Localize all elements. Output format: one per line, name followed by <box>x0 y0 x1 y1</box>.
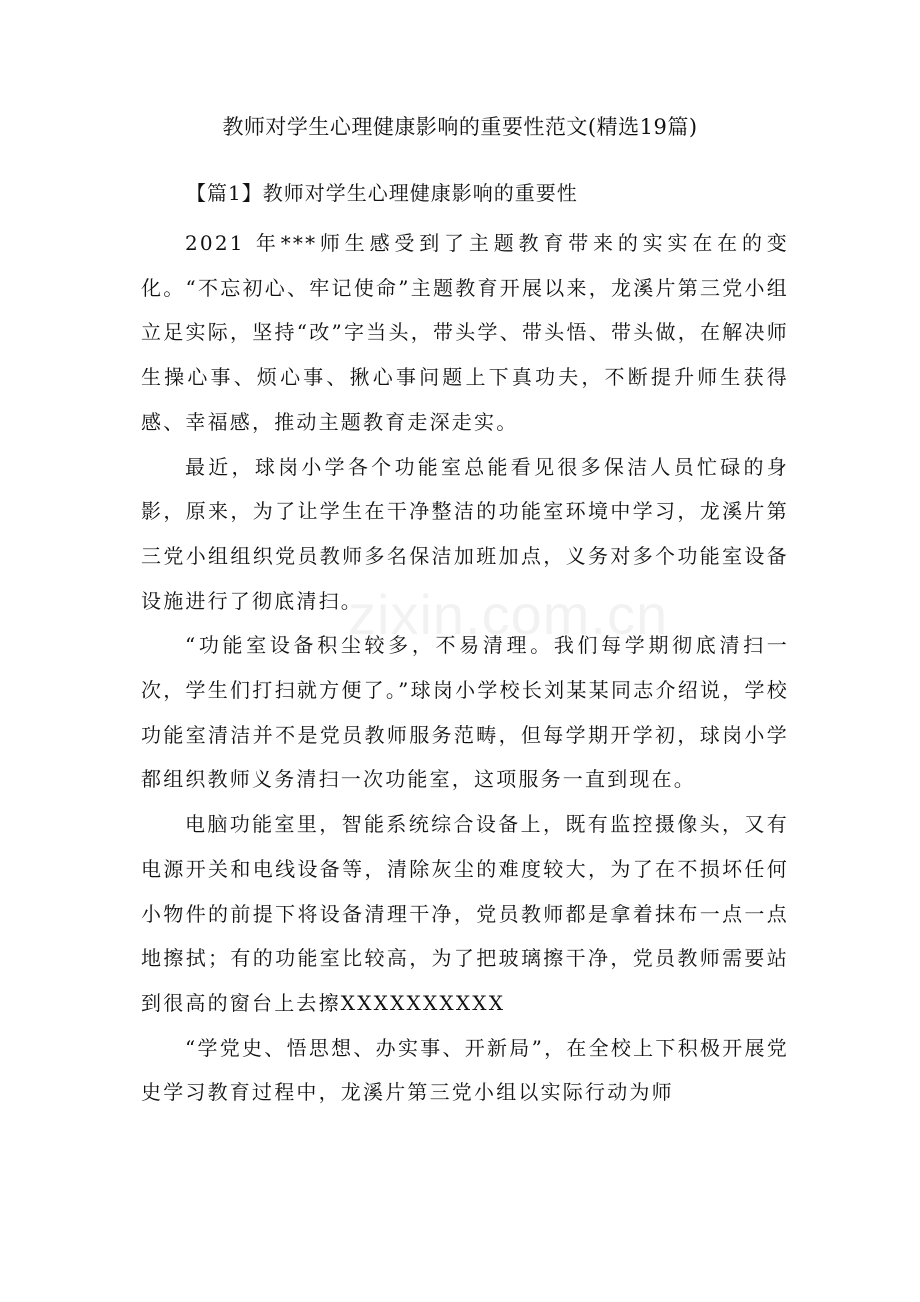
document-title: 教师对学生心理健康影响的重要性范文(精选19篇) <box>222 115 698 139</box>
paragraph: 2021 年***师生感受到了主题教育带来的实实在在的变化。“不忘初心、牢记使命”主题教育开展以来，龙溪片第三党小组立足实际，坚持“改”字当头，带头学、带头悟、带头做，在解决师生操心事、烦心事、揪心事问题上下真功夫，不断提升师生获得感、幸福感，推动主题教育走深走实。 <box>141 231 789 434</box>
paragraph: “功能室设备积尘较多，不易清理。我们每学期彻底清扫一次，学生们打扫就方便了。”球岗小学校长刘某某同志介绍说，学校功能室清洁并不是党员教师服务范畴，但每学期开学初，球岗小学都组织教师义务清扫一次功能室，这项服务一直到现在。 <box>141 633 789 792</box>
watermark: zixin.com.cn <box>348 583 669 646</box>
document-body <box>141 221 789 1115</box>
paragraph: 电脑功能室里，智能系统综合设备上，既有监控摄像头，又有电源开关和电线设备等，清除灰尘的难度较大，为了在不损坏任何小物件的前提下将设备清理干净，党员教师都是拿着抹布一点一点地擦拭；有的功能室比较高，为了把玻璃擦干净，党员教师需要站到很高的窗台上去擦XXXXXXXXXX <box>141 812 789 1015</box>
paragraph: 最近，球岗小学各个功能室总能看见很多保洁人员忙碌的身影，原来，为了让学生在干净整洁的功能室环境中学习，龙溪片第三党小组组织党员教师多名保洁加班加点，义务对多个功能室设备设施进行了彻底清扫。 <box>141 454 789 613</box>
section-heading: 【篇1】教师对学生心理健康影响的重要性 <box>186 181 578 205</box>
paragraph: “学党史、悟思想、办实事、开新局”，在全校上下积极开展党史学习教育过程中，龙溪片第三党小组以实际行动为师 <box>141 1035 789 1105</box>
